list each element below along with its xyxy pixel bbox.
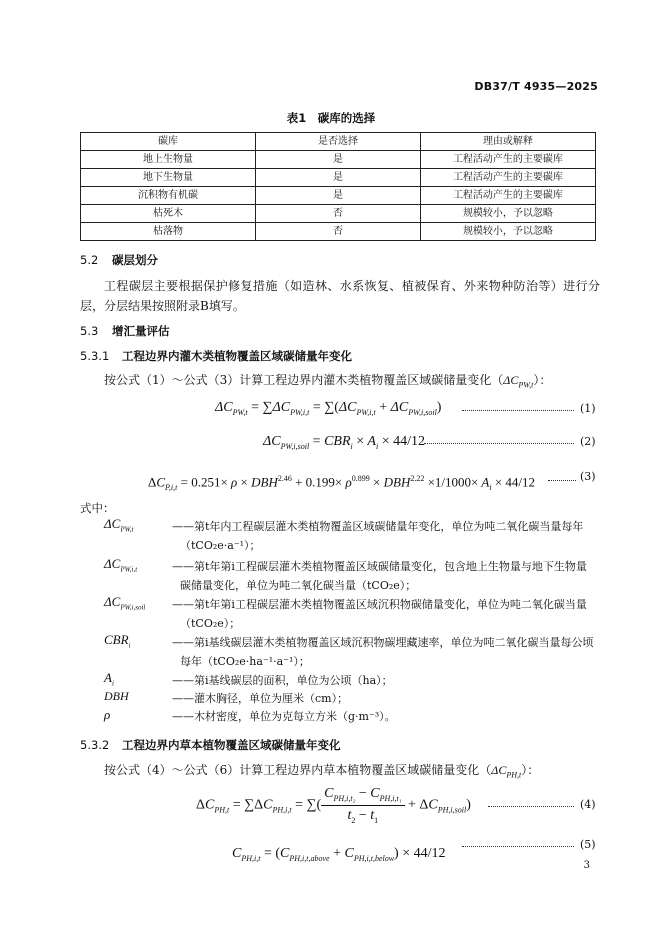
section-heading-5-3 [80,323,170,339]
table-cell: 是 [256,169,421,187]
equation-3-leader [548,480,576,481]
column-header: 是否选择 [256,133,421,151]
equation-1-leader [462,410,574,411]
table-cell: 工程活动产生的主要碳库 [420,151,595,169]
table-cell: 否 [256,223,421,241]
table-cell: 是 [256,151,421,169]
section-5-3-1-intro [104,371,551,389]
definition-line: 每年（tCO₂e·ha⁻¹·a⁻¹）； [180,655,310,668]
table-cell: 地上生物量 [81,151,256,169]
symbol-rho: ρ [104,707,111,722]
carbon-pool-table [80,132,596,241]
equation-4-leader [488,806,574,807]
section-number: 5.3.2 [80,738,110,752]
equation-2: $\Delta C_{PW,i,soil} = CBR_i \times A_i \times 44/12$ [263,434,426,451]
section-title: 碳层划分 [112,253,158,267]
symbol-dbh: DBH [104,689,129,703]
table-header-row [81,133,596,151]
equation-4-fraction: $\frac{C_{PH,i,t_2} - C_{PH,i,t_1}}{t_2 - t_1}$ [321,786,404,825]
intro-text-end: ）： [533,373,552,387]
section-title: 工程边界内灌木类植物覆盖区域碳储量年变化 [122,349,352,363]
table-row [81,169,596,187]
equation-1: $\Delta C_{PW,t} = \sum\Delta C_{PW,i,t} = \sum(\Delta C_{PW,i,t} + \Delta C_{PW,i,soil})$ [215,400,442,417]
section-heading-5-3-2 [80,737,341,753]
document-number: DB37/T 4935—2025 [474,80,598,93]
column-header: 碳库 [81,133,256,151]
table-row [81,205,596,223]
table-cell: 规模较小，予以忽略 [420,223,595,241]
section-heading-5-2 [80,252,158,268]
section-title: 工程边界内草本植物覆盖区域碳储量年变化 [122,738,341,752]
intro-text: 按公式（1）～公式（3）计算工程边界内灌木类植物覆盖区域碳储量变化（ [104,373,504,387]
section-5-2-paragraph: 工程碳层主要根据保护修复措施（如造林、水系恢复、植被保育、外来物种防治等）进行分层，分层结果按照附录B填写。 [80,279,600,313]
equation-4: $\Delta C_{PH,t} = \sum\Delta C_{PH,i,t}$ = ∑( $\frac{C_{PH,i,t_2} - C_{PH,i,t_1}}{t_2 - t_1}$ + $\Delta C_{PH,i,soil}$) [196,786,471,825]
symbol-a-i: $A_i$ [104,670,114,688]
definition [172,595,604,633]
column-header: 理由或解释 [420,133,595,151]
section-number: 5.3 [80,324,99,338]
table-cell: 沉积物有机碳 [81,187,256,205]
table-row [81,151,596,169]
symbol-cbr-i: $CBR_i$ [104,632,131,650]
equation-number: (1) [580,402,596,415]
table-cell: 工程活动产生的主要碳库 [420,187,595,205]
table-row [81,187,596,205]
equation-2-leader [424,443,574,444]
equation-number: (3) [580,470,596,483]
section-number: 5.2 [80,253,99,267]
page-number: 3 [583,860,590,871]
section-heading-5-3-1 [80,348,352,364]
table-cell: 是 [256,187,421,205]
definition [172,517,604,555]
equation-5: $C_{PH,i,t} = (C_{PH,i,t,above} + C_{PH,i,t,below}) \times 44/12$ [232,846,446,863]
symbol-delta-c-pw-i-soil: $\Delta C_{PW,i,soil}$ [104,594,146,612]
symbol-delta-c-pw-t: $\Delta C_{PW,t}$ [104,516,134,534]
equation-number: (2) [580,435,596,448]
table-cell: 工程活动产生的主要碳库 [420,169,595,187]
intro-text-end: ）： [521,763,540,777]
section-number: 5.3.1 [80,349,110,363]
definition-line: ——第t年内工程碳层灌木类植物覆盖区域碳储量年变化，单位为吨二氧化碳当量每年 [172,520,584,533]
definition-line: 碳储量变化，单位为吨二氧化碳当量（tCO₂e）； [180,579,417,592]
definition-line: （tCO₂e·a⁻¹）； [180,539,261,552]
where-label: 式中： [80,501,115,515]
delta-c-pw-t-symbol: $\Delta C_{PW,t}$ [503,373,534,390]
table-cell: 否 [256,205,421,223]
equation-3: $\Delta C_{P,i,t} = 0.251\times \rho \times DBH^{2.46} + 0.199\times \rho^{0.899} \times DBH^{2.22} \times 1/1000\times A_i \times 44/12$ [148,474,536,492]
table-cell: 枯落物 [81,223,256,241]
definition: ——第i基线碳层的面积，单位为公顷（ha）； [172,674,393,687]
definition-line: ——第t年第i工程碳层灌木类植物覆盖区域沉积物碳储量变化，单位为吨二氧化碳当量 [172,598,587,611]
table-cell: 枯死木 [81,205,256,223]
delta-c-ph-t-symbol: $\Delta C_{PH,t}$ [491,763,522,780]
section-5-3-2-intro [104,761,539,779]
intro-text: 按公式（4）～公式（6）计算工程边界内草本植物覆盖区域碳储量变化（ [104,763,492,777]
table-row [81,223,596,241]
section-title: 增汇量评估 [112,324,170,338]
definition [172,633,604,671]
equation-5-leader [462,846,574,847]
definition: ——木材密度，单位为克每立方米（g·m⁻³）。 [172,710,396,723]
table-cell: 地下生物量 [81,169,256,187]
definition: ——灌木胸径，单位为厘米（cm）； [172,692,349,705]
equation-number: (4) [580,798,596,811]
symbol-delta-c-pw-i-t: $\Delta C_{PW,i,t}$ [104,556,138,574]
definition-line: ——第i基线碳层灌木类植物覆盖区域沉积物碳埋藏速率，单位为吨二氧化碳当量每公顷 [172,636,594,649]
definition-line: ——第t年第i工程碳层灌木类植物覆盖区域碳储量变化，包含地上生物量与地下生物量 [172,560,587,573]
equation-number: (5) [580,838,596,851]
definition-line: （tCO₂e）； [180,617,241,630]
definition [172,557,604,595]
table-cell: 规模较小，予以忽略 [420,205,595,223]
table-caption: 表1 碳库的选择 [286,111,376,125]
